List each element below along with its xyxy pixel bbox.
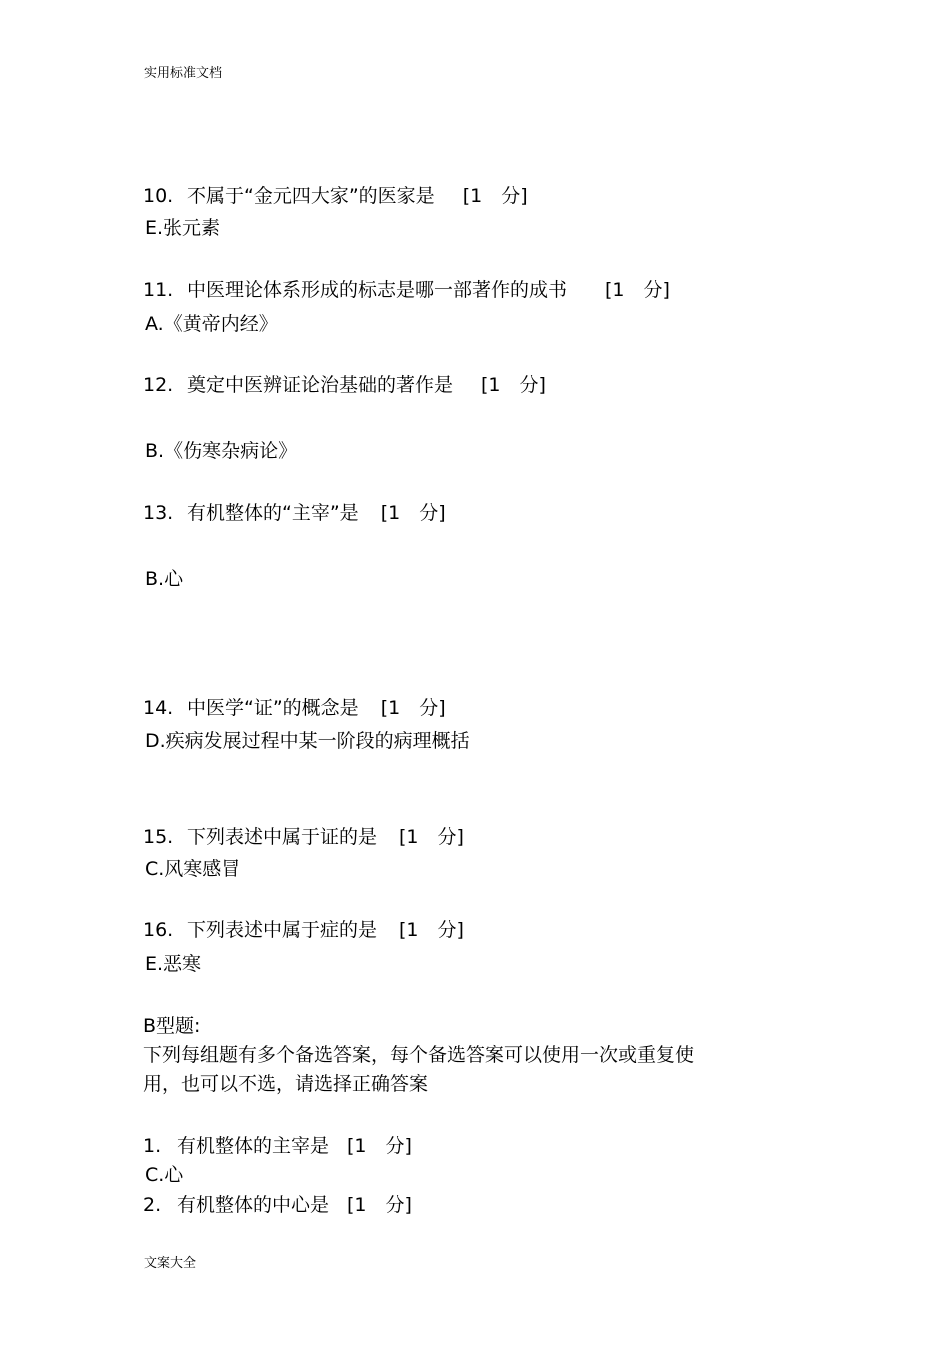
question-text: 有机整体的“主宰”是	[187, 502, 359, 524]
question-score: [1 分]	[380, 697, 446, 719]
question-number: 16.	[143, 919, 174, 941]
question-15	[143, 824, 464, 850]
question-score: [1 分]	[399, 919, 464, 941]
b-question-2	[143, 1192, 412, 1218]
b-answer-1: C.心	[145, 1164, 184, 1186]
question-12	[143, 372, 546, 398]
question-number: 11.	[143, 279, 174, 301]
question-score: [1 分]	[481, 374, 546, 396]
question-text: 中医学“证”的概念是	[187, 697, 359, 719]
question-number: 10.	[143, 185, 174, 207]
answer-15: C.风寒感冒	[145, 858, 241, 880]
b-question-1	[143, 1133, 412, 1159]
answer-11: A.《黄帝内经》	[145, 313, 278, 335]
question-text: 奠定中医辨证论治基础的著作是	[187, 374, 454, 396]
answer-13: B.心	[145, 568, 184, 590]
question-number: 14.	[143, 697, 174, 719]
question-score: [1 分]	[347, 1194, 412, 1216]
question-10	[143, 183, 528, 209]
question-score: [1 分]	[462, 185, 528, 207]
question-score: [1 分]	[399, 826, 464, 848]
question-text: 下列表述中属于证的是	[187, 826, 378, 848]
question-number: 12.	[143, 374, 174, 396]
question-text: 有机整体的中心是	[177, 1194, 330, 1216]
question-16	[143, 917, 464, 943]
question-11	[143, 277, 670, 303]
question-score: [1 分]	[347, 1135, 412, 1157]
answer-10: E.张元素	[145, 217, 221, 239]
question-13	[143, 500, 446, 526]
question-number: 13.	[143, 502, 174, 524]
page-header: 实用标准文档	[144, 66, 223, 81]
question-score: [1 分]	[605, 279, 670, 301]
question-number: 15.	[143, 826, 174, 848]
question-14	[143, 695, 446, 721]
section-b-instructions-1: 下列每组题有多个备选答案，每个备选答案可以使用一次或重复使	[143, 1044, 695, 1066]
answer-16: E.恶寒	[145, 953, 202, 975]
question-number: 1.	[143, 1135, 162, 1157]
page-footer: 文案大全	[144, 1256, 197, 1271]
answer-14: D.疾病发展过程中某一阶段的病理概括	[145, 730, 470, 752]
answer-12: B.《伤寒杂病论》	[145, 440, 298, 462]
question-text: 有机整体的主宰是	[177, 1135, 330, 1157]
question-score: [1 分]	[380, 502, 446, 524]
section-b-instructions-2: 用，也可以不选，请选择正确答案	[143, 1073, 429, 1095]
question-text: 不属于“金元四大家”的医家是	[187, 185, 435, 207]
question-number: 2.	[143, 1194, 162, 1216]
section-b-title: B型题:	[143, 1015, 201, 1037]
question-text: 中医理论体系形成的标志是哪一部著作的成书	[187, 279, 568, 301]
question-text: 下列表述中属于症的是	[187, 919, 378, 941]
